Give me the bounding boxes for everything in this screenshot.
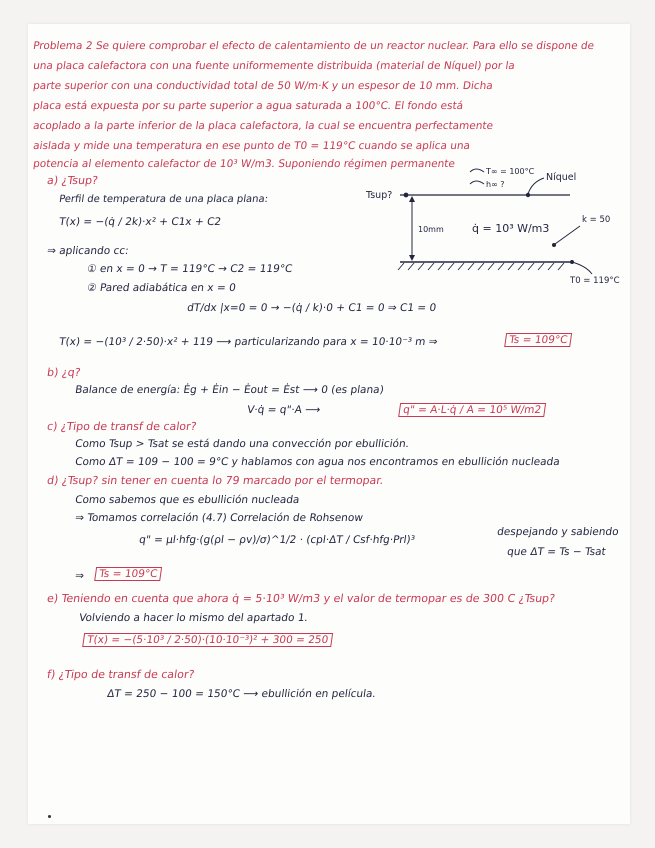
statement-text-p4: placa está expuesta por su parte superior a agua saturada a 100°C. El fondo está	[32, 100, 464, 112]
statement-line-p1	[32, 40, 595, 53]
statement-text-p2: una placa calefactora con una fuente uniformemente distribuida (material de Níquel) por la	[32, 60, 516, 72]
tinf-arrow	[470, 169, 484, 172]
solution-text-d3: ⇒ Tomamos correlación (4.7) Correlación de Rohsenow	[74, 512, 364, 524]
solution-line-a7	[186, 302, 437, 315]
k-leader	[555, 226, 580, 244]
plate-diagram-svg	[340, 162, 630, 287]
solution-text-b1: b) ¿q?	[46, 366, 82, 379]
solution-text-a7: dT/dx |x=0 = 0 → −(q̇ / k)·0 + C1 = 0 ⇒ C1 = 0	[186, 302, 437, 314]
material-label: Níquel	[546, 172, 577, 183]
solution-text-d5: despejando y sabiendo	[496, 526, 620, 538]
solution-text-a2: Perfil de temperatura de una placa plana:	[58, 194, 269, 205]
solution-line-d4	[138, 534, 415, 547]
t0-leader	[572, 262, 592, 274]
solution-text-c2: Como Tsup > Tsat se está dando una convección por ebullición.	[74, 438, 410, 450]
solution-line-d3	[74, 512, 364, 525]
solution-text-a5: ① en x = 0 → T = 119°C → C2 = 119°C	[86, 263, 294, 275]
thickness-arrow-head-bottom	[409, 255, 415, 261]
solution-line-b1	[46, 366, 81, 379]
solution-line-a6	[86, 282, 236, 295]
solution-text-d2: Como sabemos que es ebullición nucleada	[74, 494, 301, 506]
solution-text-d7: ⇒	[74, 570, 85, 582]
solution-text-a6: ② Pared adiabática en x = 0	[86, 282, 237, 294]
solution-text-d7b: Ts = 109°C	[94, 567, 162, 581]
solution-line-a5	[86, 263, 293, 276]
statement-line-p3	[32, 80, 493, 93]
statement-text-p3: parte superior con una conductividad total de 50 W/m·K y un espesor de 10 mm. Dicha	[32, 80, 494, 92]
solution-line-d7	[74, 570, 85, 583]
material-leader	[528, 178, 544, 194]
solution-text-f2: ΔT = 250 − 100 = 150°C ⟶ ebullición en película.	[106, 688, 377, 700]
solution-text-c1: c) ¿Tipo de transf de calor?	[46, 420, 198, 433]
solution-line-d2	[74, 494, 300, 507]
tsup-label: Tsup?	[366, 190, 393, 201]
solution-line-a8	[58, 336, 438, 349]
statement-line-p2	[32, 60, 515, 73]
solution-line-a2	[58, 193, 269, 206]
solution-line-c2	[74, 438, 410, 451]
statement-text-p1: Problema 2 Se quiere comprobar el efecto de calentamiento de un reactor nuclear. Para ello se dispone de	[32, 40, 595, 52]
solution-line-e3	[82, 634, 333, 647]
plate-diagram	[340, 162, 630, 287]
insulation-hatch	[398, 263, 564, 270]
tinf-label: T∞ = 100°C	[486, 167, 535, 176]
solution-line-a1	[46, 174, 99, 187]
k-label: k = 50	[582, 215, 611, 225]
solution-line-c3	[74, 456, 560, 469]
solution-text-b3: V·q̇ = q"·A ⟶	[246, 404, 322, 416]
k-point	[552, 243, 556, 247]
solution-line-e1	[46, 592, 556, 605]
solution-line-d1	[46, 474, 384, 487]
solution-text-a1: a) ¿Tsup?	[46, 174, 99, 187]
qdot-label: q̇ = 10³ W/m3	[472, 222, 550, 235]
solution-text-e3: T(x) = −(5·10³ / 2·50)·(10·10⁻³)² + 300 = 250	[82, 633, 333, 647]
solution-line-d5	[496, 526, 619, 539]
solution-text-a8: T(x) = −(10³ / 2·50)·x² + 119 ⟶ particularizando para x = 10·10⁻³ m ⇒	[58, 336, 439, 348]
solution-text-f1: f) ¿Tipo de transf de calor?	[46, 668, 196, 681]
solution-text-e2: Volviendo a hacer lo mismo del apartado 1.	[78, 612, 309, 624]
thickness-arrow-head-top	[409, 196, 415, 202]
solution-line-a3	[58, 216, 222, 229]
solution-text-a3: T(x) = −(q̇ / 2k)·x² + C1x + C2	[58, 216, 222, 228]
statement-line-p5	[32, 120, 494, 133]
solution-text-a8b: Ts = 109°C	[504, 333, 572, 347]
solution-line-b2	[74, 384, 384, 397]
hinf-label: h∞ ?	[486, 180, 505, 189]
statement-line-p4	[32, 100, 464, 113]
solution-text-b3b: q" = A·L·q̇ / A = 10⁵ W/m2	[398, 403, 546, 417]
solution-line-a4	[46, 245, 129, 258]
statement-text-p7: potencia al elemento calefactor de 10³ W/m3. Suponiendo régimen permanente	[32, 158, 456, 170]
solution-line-f2	[106, 688, 376, 701]
statement-text-p5: acoplado a la parte inferior de la placa calefactora, la cual se encuentra perfectamente	[32, 120, 494, 132]
t0-label: T0 = 119°C	[570, 276, 620, 286]
solution-text-c3: Como ΔT = 109 − 100 = 9°C y hablamos con agua nos encontramos en ebullición nucleada	[74, 456, 561, 468]
surface-point	[404, 193, 409, 198]
statement-text-p6: aislada y mide una temperatura en ese punto de T0 = 119°C cuando se aplica una	[32, 140, 471, 152]
statement-line-p6	[32, 140, 471, 153]
solution-line-c1	[46, 420, 197, 433]
solution-text-b2: Balance de energía: Ėg + Ėin − Ėout = Ėst ⟶ 0 (es plana)	[74, 384, 385, 396]
solution-line-e2	[78, 612, 308, 625]
solution-text-d1: d) ¿Tsup? sin tener en cuenta lo 79 marcado por el termopar.	[46, 474, 385, 487]
solution-line-d6	[506, 546, 606, 559]
solution-text-e1: e) Teniendo en cuenta que ahora q̇ = 5·10³ W/m3 y el valor de termopar es de 300 C ¿Tsup?	[46, 592, 556, 605]
thickness-label: 10mm	[418, 225, 444, 234]
stray-mark	[48, 815, 51, 818]
solution-line-f1	[46, 668, 195, 681]
solution-line-b3	[246, 404, 321, 417]
solution-line-d7b	[94, 568, 162, 581]
hinf-arrow	[470, 181, 484, 184]
solution-text-a4: ⇒ aplicando cc:	[46, 245, 130, 257]
solution-text-d4: q" = μl·hfg·(g(ρl − ρv)/σ)^1/2 · (cpl·ΔT / Csf·hfg·Prl)³	[138, 534, 416, 546]
solution-text-d6: que ΔT = Ts − Tsat	[506, 546, 607, 558]
solution-line-a8b	[504, 334, 572, 347]
solution-line-b3b	[398, 404, 546, 417]
bottom-point	[570, 260, 574, 264]
